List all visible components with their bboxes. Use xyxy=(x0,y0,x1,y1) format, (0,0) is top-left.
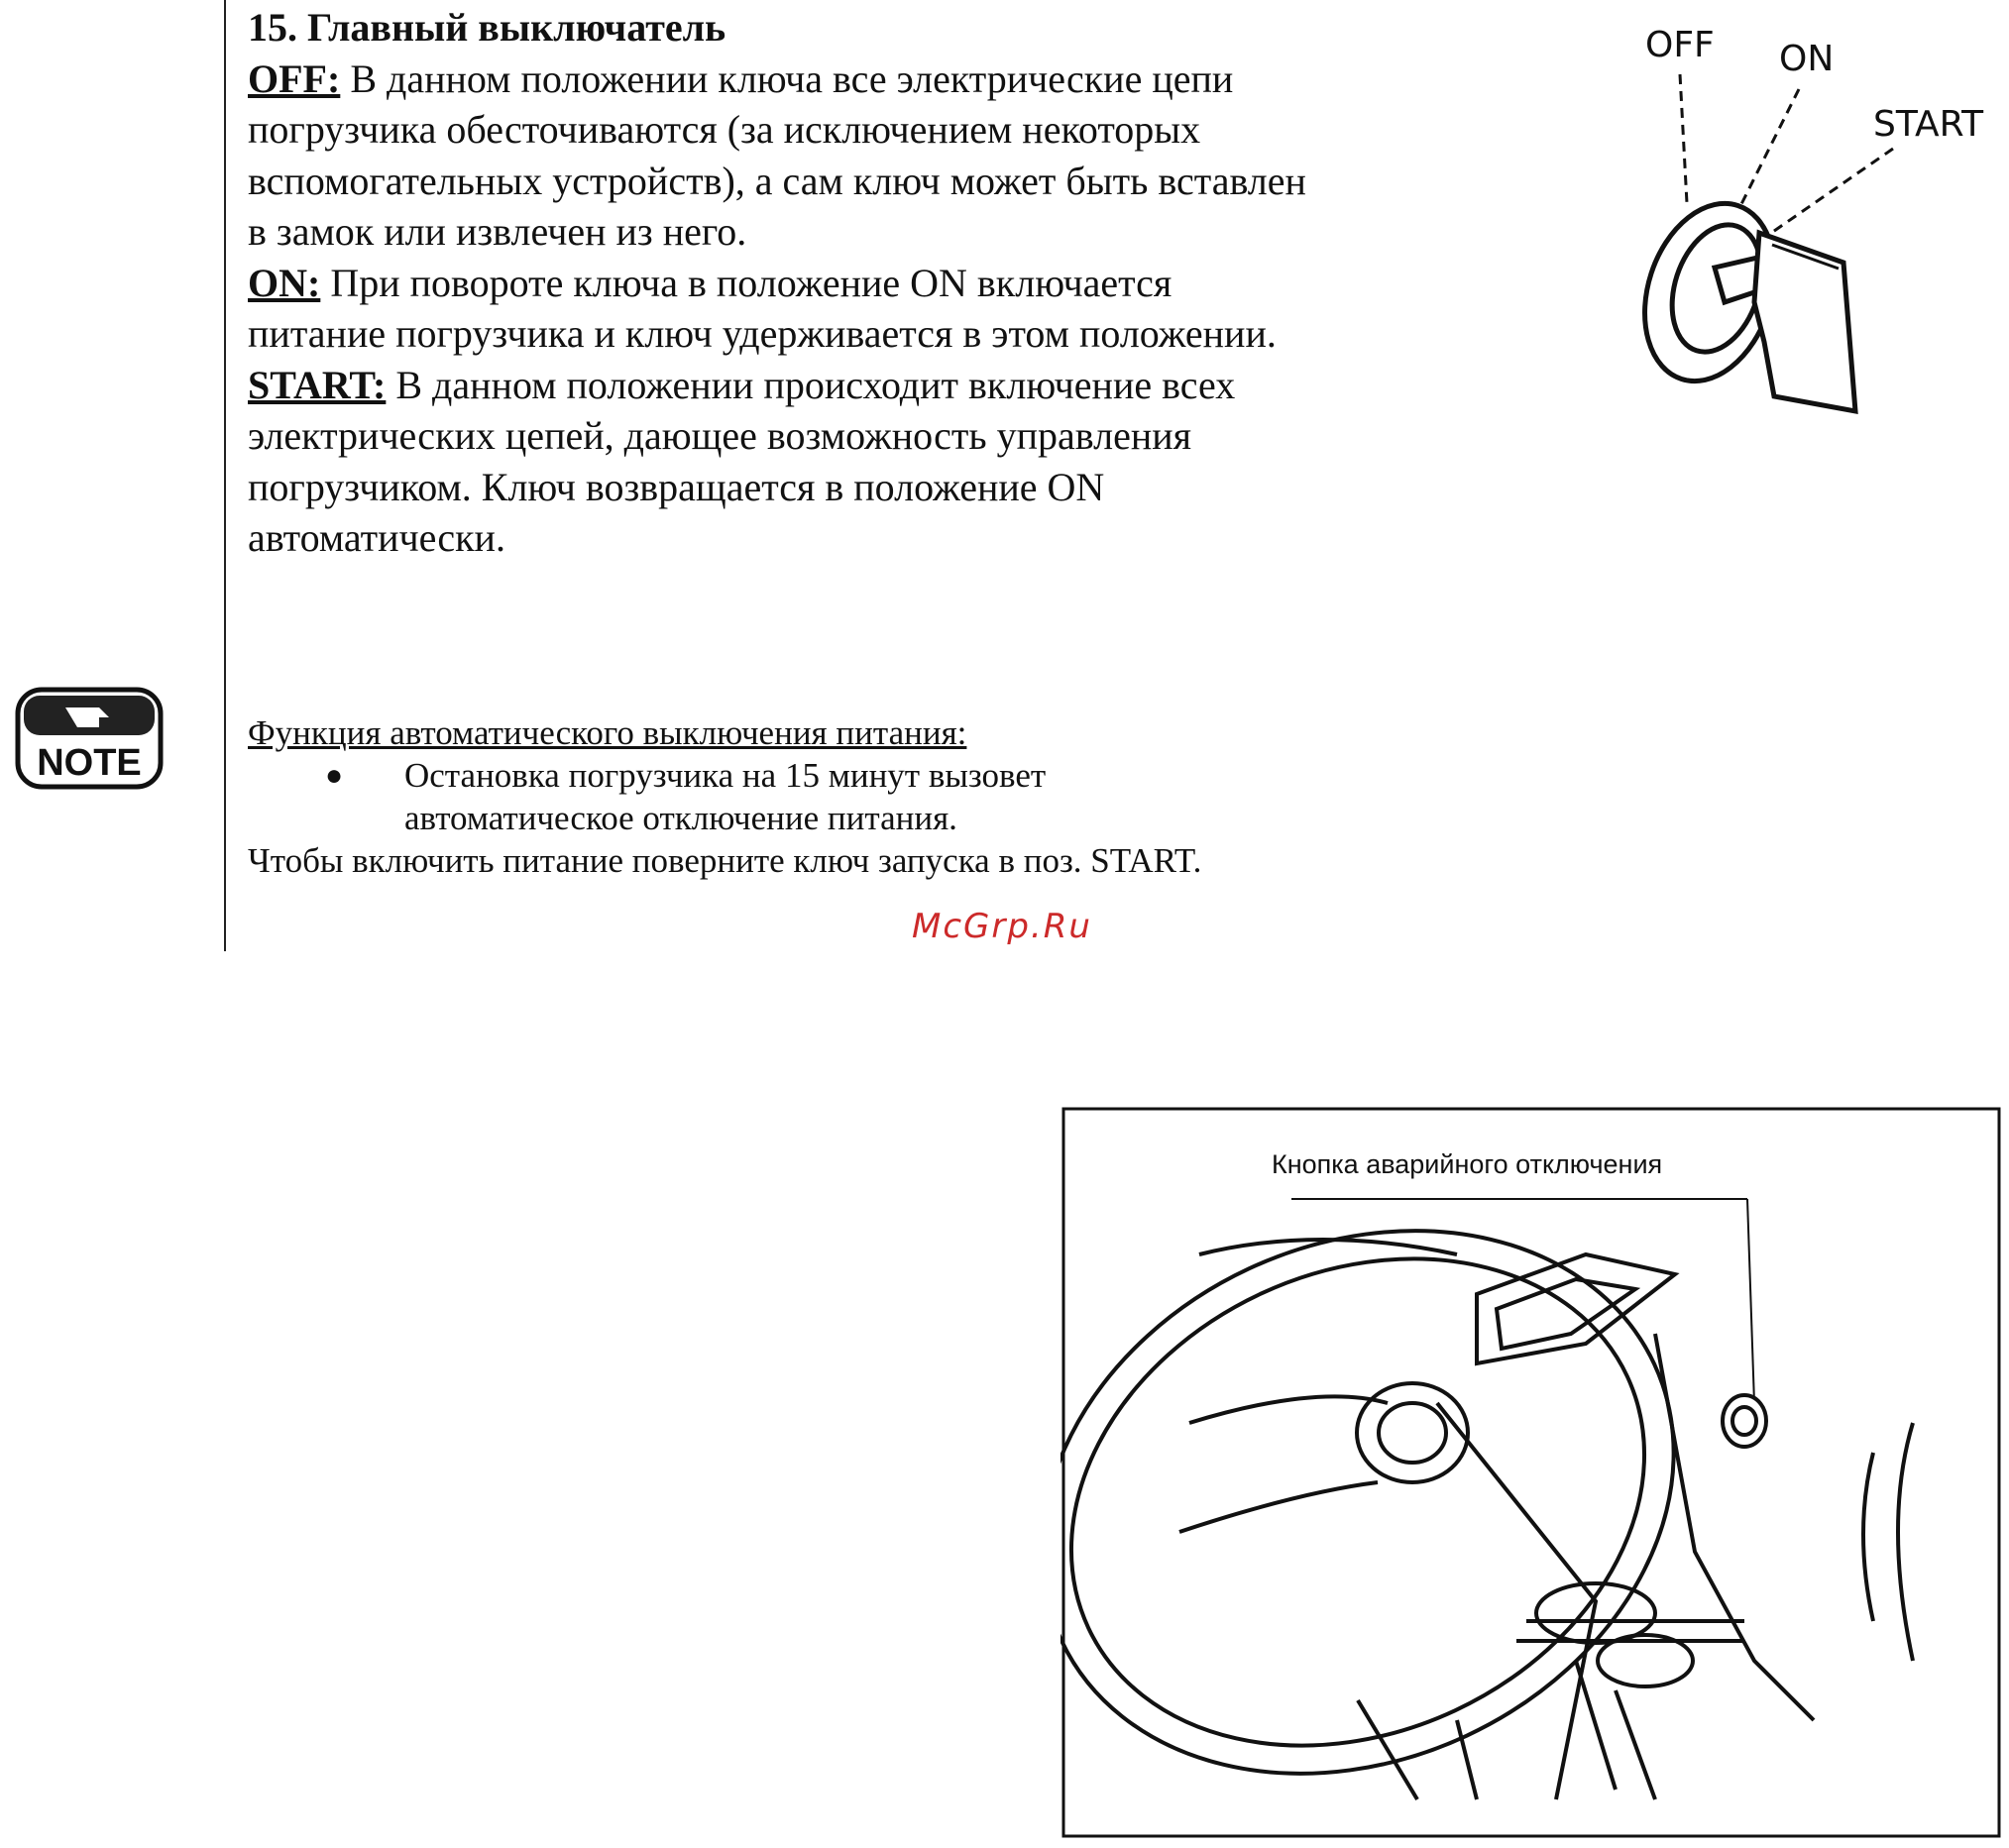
on-label: ON: xyxy=(248,260,321,305)
note-text: Чтобы включить питание поверните ключ запуска в поз. START. xyxy=(248,841,1202,880)
note-icon xyxy=(14,684,165,793)
on-text: При повороте ключа в положение ON включается питание погрузчика и ключ удерживается в этом положении. xyxy=(248,260,1277,356)
key-label-off: OFF xyxy=(1645,25,1715,65)
watermark: McGrp.Ru xyxy=(912,907,1092,946)
off-label: OFF: xyxy=(248,55,341,101)
note-bullet-text: Остановка погрузчика на 15 минут вызовет автоматическое отключение питания. xyxy=(404,756,1047,837)
section-heading: 15. Главный выключатель xyxy=(248,5,726,50)
note-bullet-item xyxy=(248,754,1239,839)
emergency-stop-button xyxy=(1723,1395,1766,1447)
emergency-button-caption: Кнопка аварийного отключения xyxy=(1272,1149,1663,1179)
off-text: В данном положении ключа все электрические цепи погрузчика обесточиваются (за исключением некоторых вспомогательных устройств), а сам ключ может быть вставлен в замок или извлечен из него. xyxy=(248,55,1306,254)
start-label: START: xyxy=(248,362,387,407)
emergency-switch-figure xyxy=(1060,1106,2002,1839)
bullet-icon: ● xyxy=(325,759,344,792)
start-paragraph xyxy=(248,360,1318,564)
note-icon-label: NOTE xyxy=(37,742,142,784)
key-icon xyxy=(1754,233,1855,411)
note-block xyxy=(248,711,1239,882)
on-paragraph xyxy=(248,258,1318,360)
note-title: Функция автоматического выключения питания: xyxy=(248,713,967,752)
key-label-start: START xyxy=(1873,104,1984,145)
key-label-on: ON xyxy=(1779,39,1835,79)
main-switch-section xyxy=(248,2,1318,564)
off-paragraph xyxy=(248,54,1318,258)
ignition-key-figure xyxy=(1596,15,2009,431)
start-text: В данном положении происходит включение всех электрических цепей, дающее возможность управления погрузчиком. Ключ возвращается в положение ON автоматически. xyxy=(248,362,1236,560)
margin-rule xyxy=(224,0,226,951)
